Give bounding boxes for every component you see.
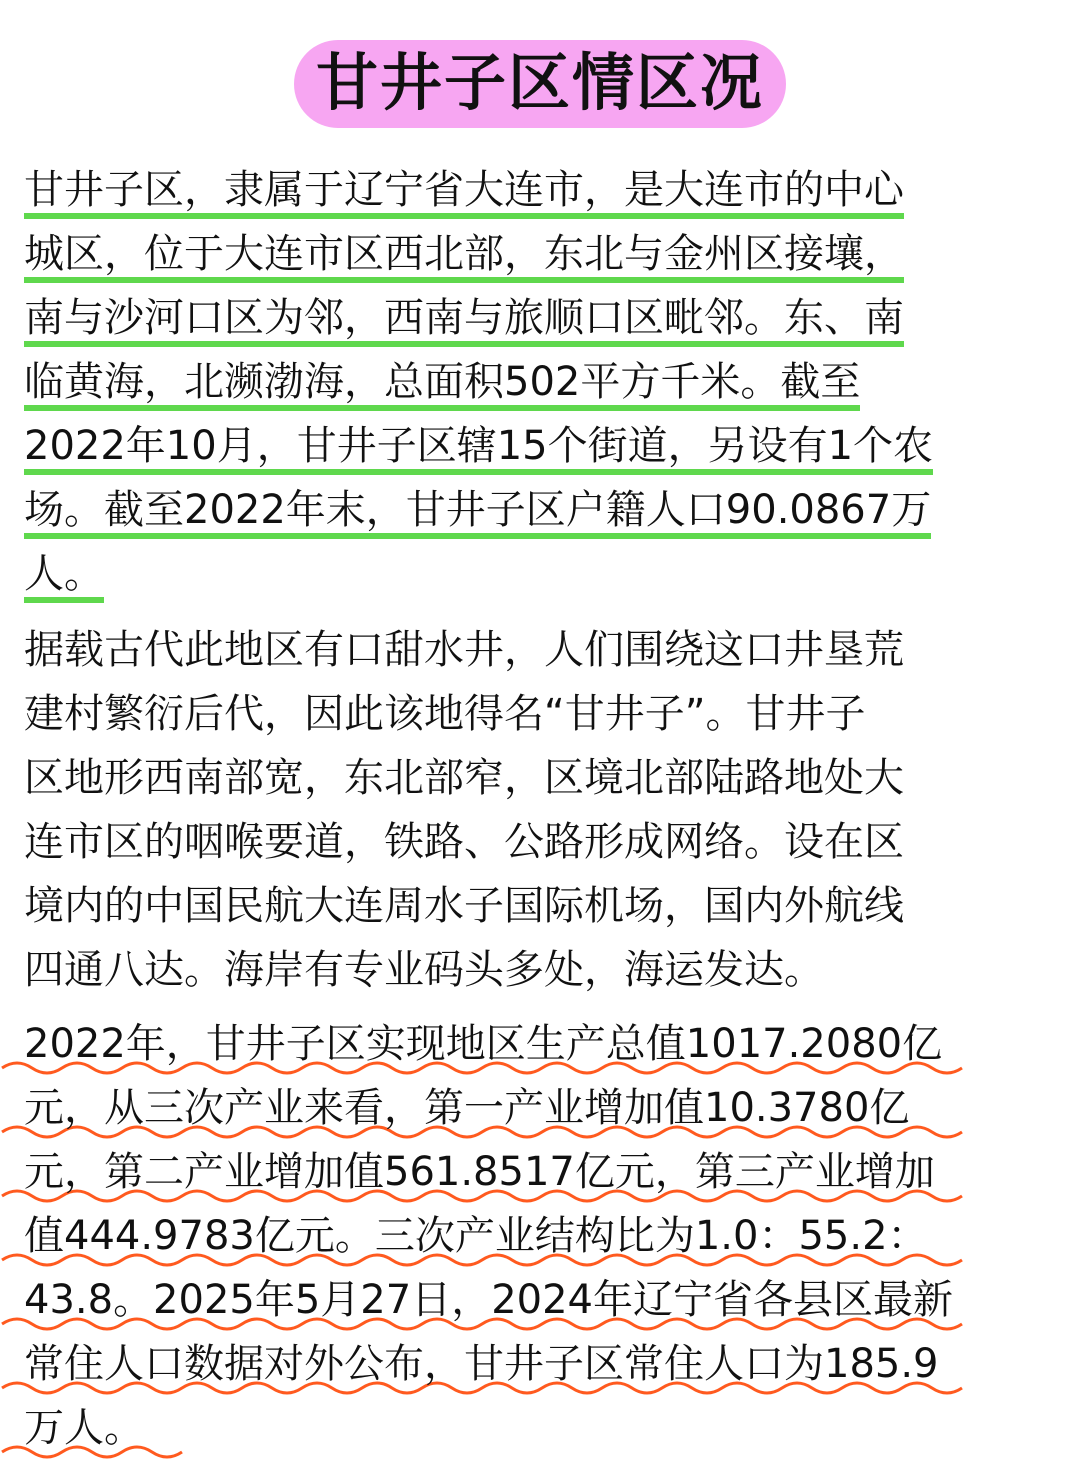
line-text: 四通八达。海岸有专业码头多处，海运发达。 (24, 947, 824, 993)
paragraph-line (24, 682, 1064, 746)
paragraph-line (24, 542, 1064, 606)
paragraph-line (24, 1396, 1064, 1460)
line-text: 元，从三次产业来看，第一产业增加值10.3780亿 (24, 1085, 910, 1131)
paragraph-line (24, 874, 1064, 938)
paragraph-economy (24, 1012, 1064, 1460)
paragraph-line (24, 1012, 1064, 1076)
line-text: 据载古代此地区有口甜水井，人们围绕这口井垦荒 (24, 627, 904, 673)
line-text: 境内的中国民航大连周水子国际机场，国内外航线 (24, 883, 904, 929)
paragraph-line (24, 222, 1064, 286)
line-text: 建村繁衍后代，因此该地得名“甘井子”。甘井子 (24, 691, 866, 737)
line-text: 城区，位于大连市区西北部，东北与金州区接壤， (24, 231, 904, 283)
line-text: 南与沙河口区为邻，西南与旅顺口区毗邻。东、南 (24, 295, 904, 347)
paragraph-line (24, 414, 1064, 478)
line-text: 元，第二产业增加值561.8517亿元，第三产业增加 (24, 1149, 935, 1195)
paragraph-line (24, 938, 1064, 1002)
paragraph-line (24, 1332, 1064, 1396)
line-text: 万人。 (24, 1405, 144, 1451)
page-title: 甘井子区情区况 (294, 40, 786, 128)
title-container (0, 40, 1080, 128)
line-text: 值444.9783亿元。三次产业结构比为1.0：55.2： (24, 1213, 928, 1259)
line-text: 常住人口数据对外公布，甘井子区常住人口为185.9 (24, 1341, 939, 1387)
line-text: 区地形西南部宽，东北部窄，区境北部陆路地处大 (24, 755, 904, 801)
paragraph-line (24, 350, 1064, 414)
paragraph-line (24, 286, 1064, 350)
line-text: 连市区的咽喉要道，铁路、公路形成网络。设在区 (24, 819, 904, 865)
paragraph-line (24, 1076, 1064, 1140)
paragraph-line (24, 478, 1064, 542)
paragraph-overview (24, 158, 1064, 606)
line-text: 43.8。2025年5月27日，2024年辽宁省各县区最新 (24, 1277, 954, 1323)
line-text: 临黄海，北濒渤海，总面积502平方千米。截至 (24, 359, 860, 411)
paragraph-line (24, 1140, 1064, 1204)
line-text: 人。 (24, 551, 104, 603)
paragraph-line (24, 158, 1064, 222)
line-text: 2022年，甘井子区实现地区生产总值1017.2080亿 (24, 1021, 943, 1067)
paragraph-history (24, 618, 1064, 1002)
line-text: 2022年10月，甘井子区辖15个街道，另设有1个农 (24, 423, 933, 475)
line-text: 场。截至2022年末，甘井子区户籍人口90.0867万 (24, 487, 931, 539)
paragraph-line (24, 1204, 1064, 1268)
paragraph-line (24, 1268, 1064, 1332)
paragraph-line (24, 618, 1064, 682)
paragraph-line (24, 810, 1064, 874)
paragraph-line (24, 746, 1064, 810)
line-text: 甘井子区，隶属于辽宁省大连市，是大连市的中心 (24, 167, 904, 219)
